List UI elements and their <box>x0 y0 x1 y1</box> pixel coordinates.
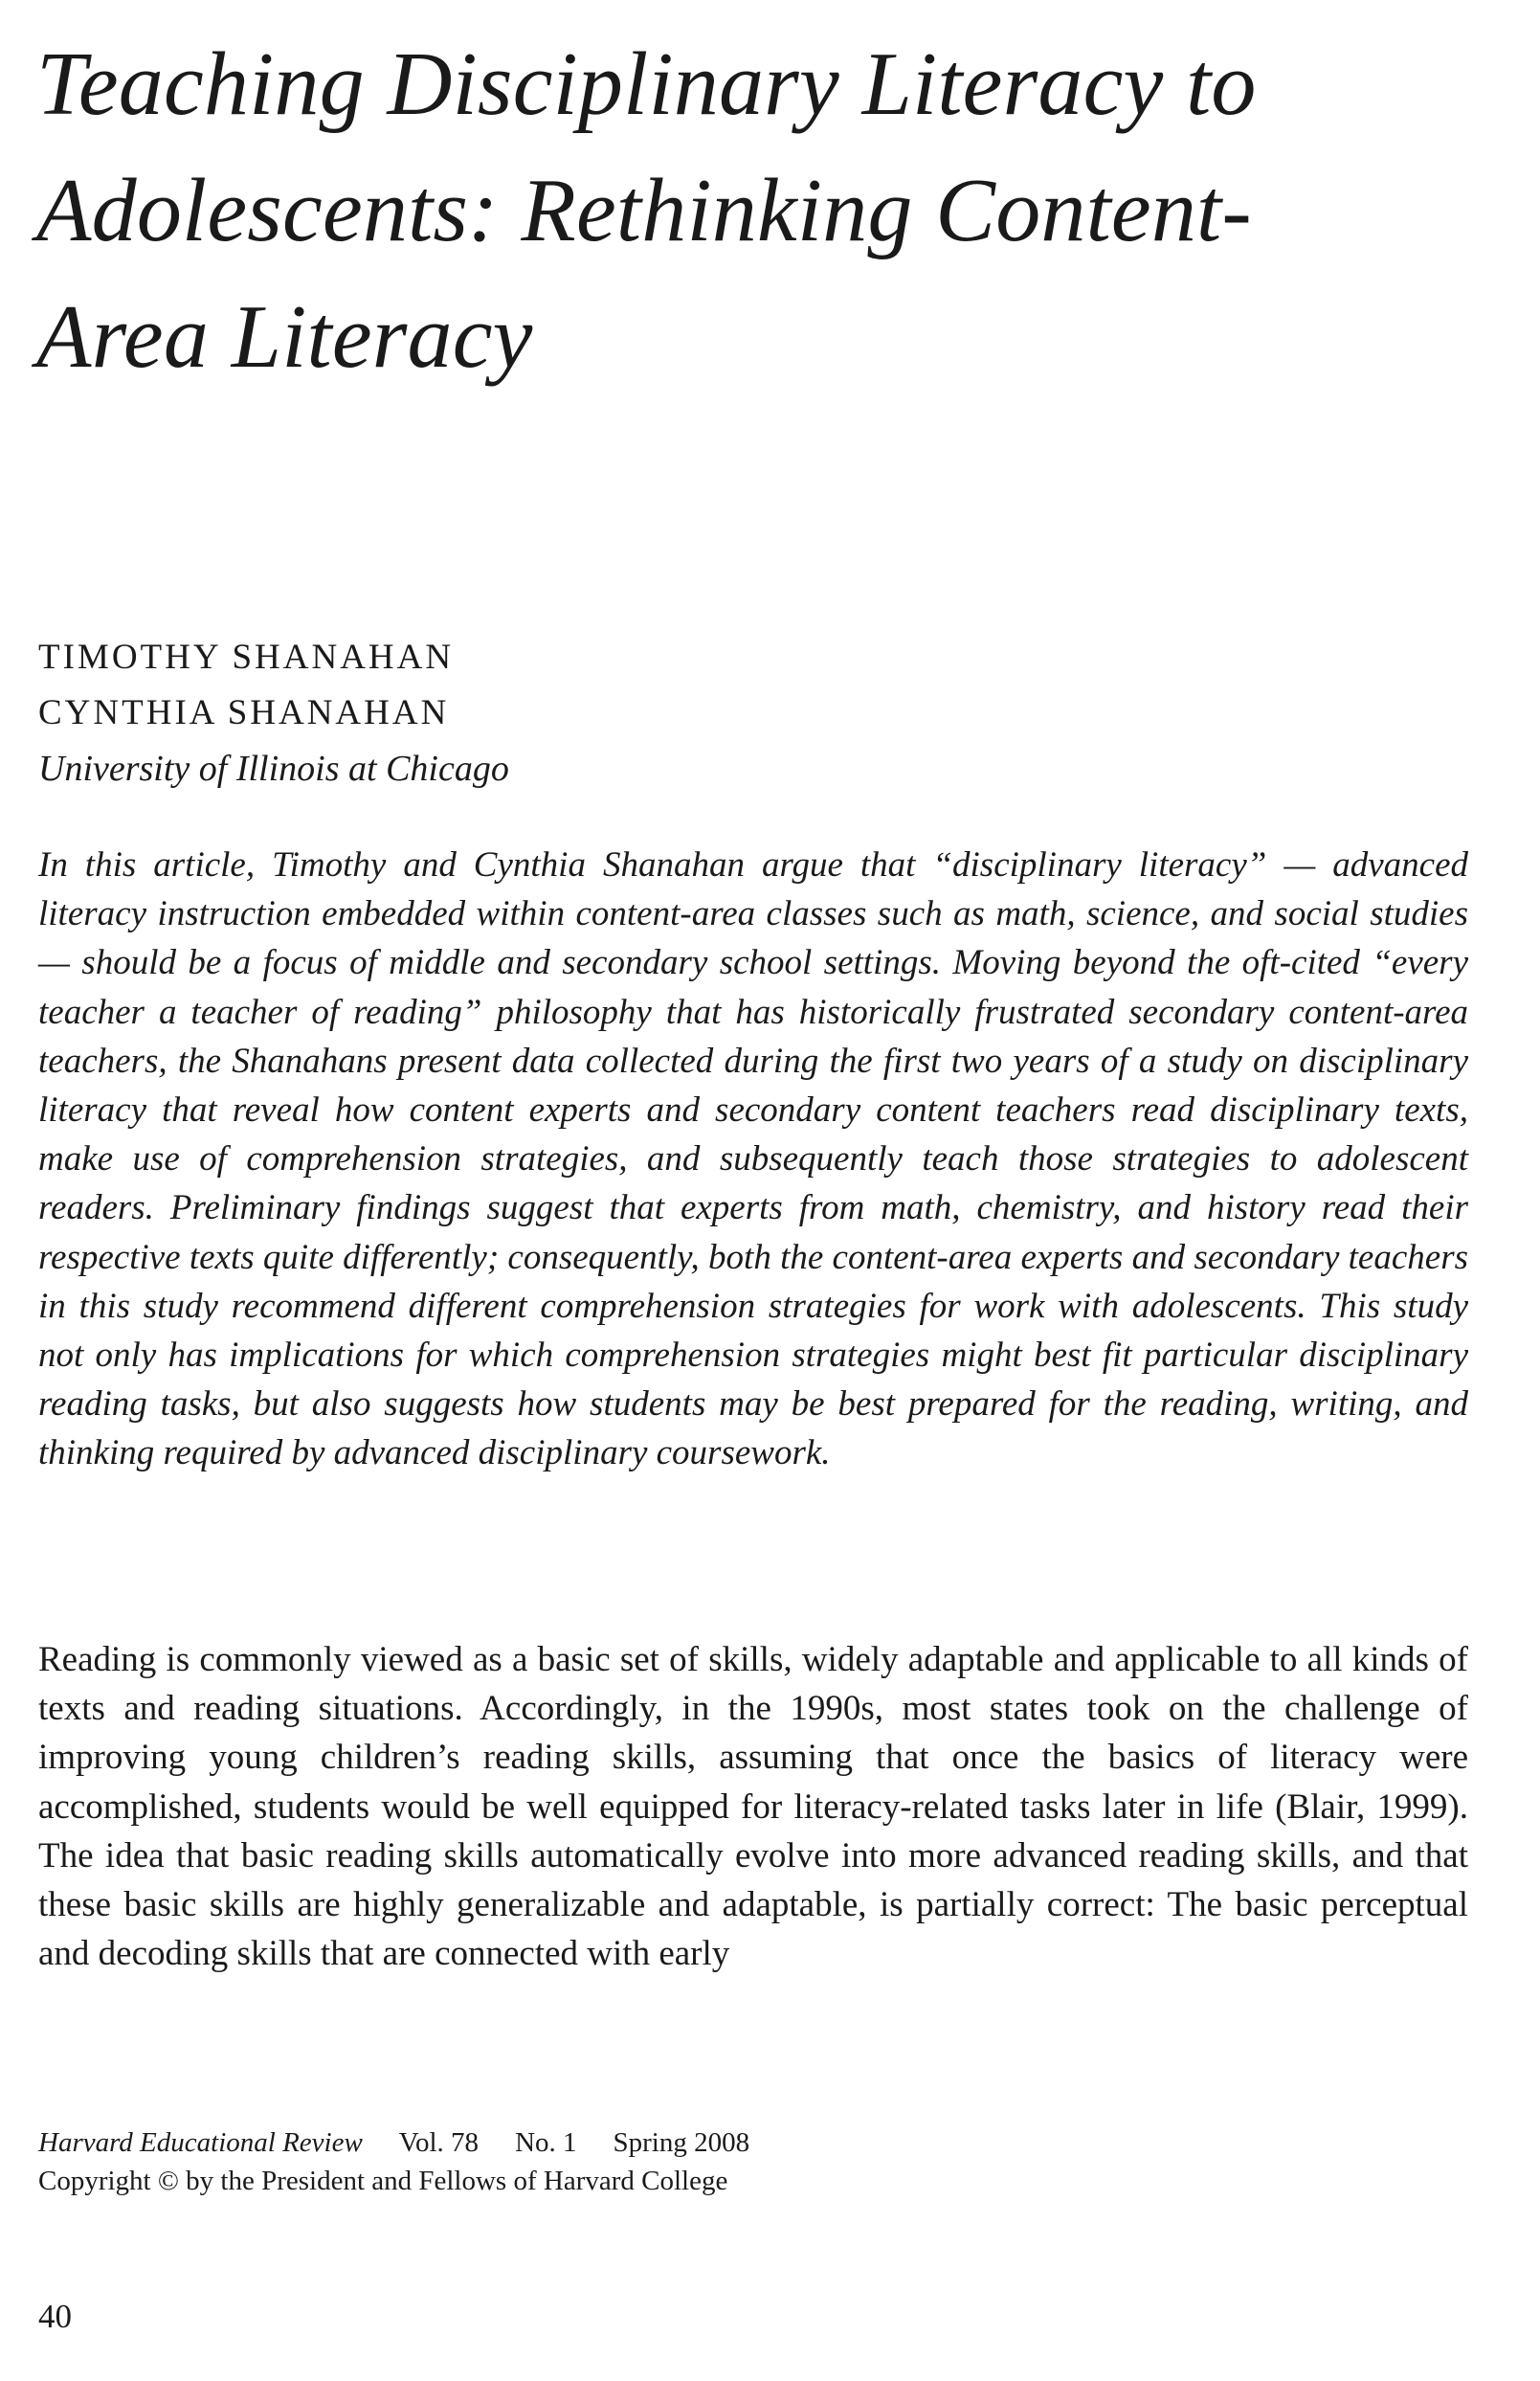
title-line: Adolescents: Rethinking Content- <box>36 161 1252 260</box>
body-paragraph: Reading is commonly viewed as a basic set of skills, widely adaptable and applicable to all kinds of texts and reading situations. Accordingly, in the 1990s, most states took on the challenge of improving young children’s reading skills, assuming that once the basics of literacy were accomplished, students would be well equipped for literacy-related tasks later in life (Blair, 1999). The idea that basic reading skills automatically evolve into more advanced reading skills, and that these basic skills are highly generalizable and adaptable, is partially correct: The basic perceptual and decoding skills that are connected with early <box>38 1640 1468 1974</box>
journal-footer <box>38 2123 1283 2200</box>
article-title <box>36 21 1357 400</box>
journal-number: No. 1 <box>515 2127 577 2158</box>
journal-season: Spring 2008 <box>613 2127 750 2158</box>
abstract: In this article, Timothy and Cynthia Shanahan argue that “disciplinary literacy” — advanced literacy instruction embedded within content-area classes such as math, science, and social studies — should be a focus of middle and secondary school settings. Moving beyond the oft-cited “every teacher a teacher of reading” philosophy that has historically frustrated secondary content-area teachers, the Shanahans present data collected during the first two years of a study on disciplinary literacy that reveal how content experts and secondary content teachers read disciplinary texts, make use of comprehension strategies, and subsequently teach those strategies to adolescent readers. Preliminary findings suggest that experts from math, chemistry, and history read their respective texts quite differently; consequently, both the content-area experts and secondary teachers in this study recommend different comprehension strategies for work with adolescents. This study not only has implications for which comprehension strategies might best fit particular disciplinary reading tasks, but also suggests how students may be best prepared for the reading, writing, and thinking required by advanced disciplinary coursework. <box>38 845 1468 1473</box>
author-block <box>38 630 1187 797</box>
journal-name: Harvard Educational Review <box>38 2127 363 2158</box>
title-line: Area Literacy <box>36 287 533 387</box>
author-name: CYNTHIA SHANAHAN <box>38 693 450 732</box>
citation-line <box>38 2123 1283 2162</box>
author-affiliation: University of Illinois at Chicago <box>38 749 509 789</box>
author-name: TIMOTHY SHANAHAN <box>38 638 455 677</box>
journal-volume: Vol. 78 <box>398 2127 480 2158</box>
copyright-line: Copyright © by the President and Fellows of Harvard College <box>38 2166 728 2196</box>
title-line: Teaching Disciplinary Literacy to <box>36 34 1257 134</box>
page-number: 40 <box>38 2298 72 2335</box>
